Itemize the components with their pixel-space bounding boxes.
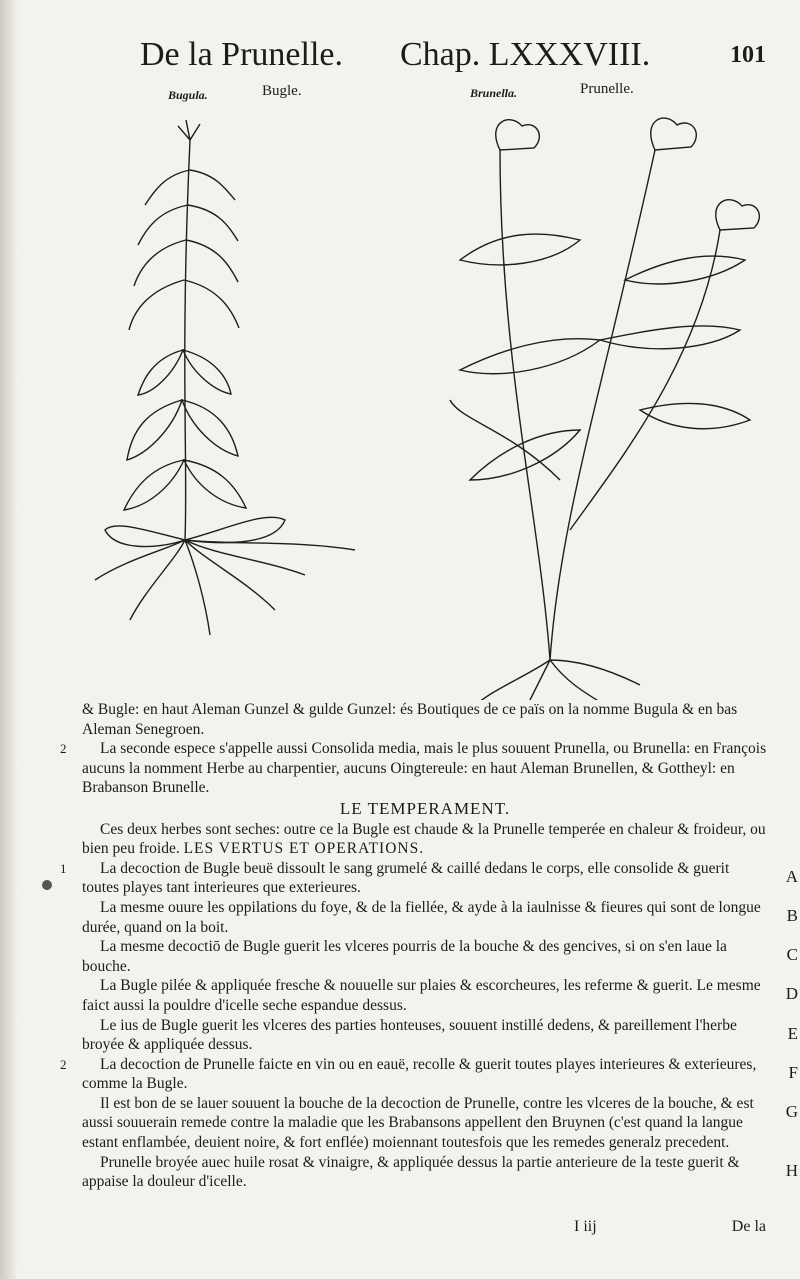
operation-e — [82, 1016, 798, 1055]
running-title: De la Prunelle. — [140, 36, 343, 73]
operation-paragraph: La decoction de Bugle beuë dissoult le sang grumelé & caillé dedans le corps, elle consolide & guerit toutes playes tant interieures que exterieures. — [82, 859, 730, 897]
margin-letter-h: H — [785, 1160, 798, 1180]
vertus-heading: LES VERTUS ET OPERATIONS. — [183, 840, 425, 858]
temperament-paragraph — [82, 820, 768, 859]
second-species-paragraph: La seconde espece s'appelle aussi Consolida media, mais le plus souuent Prunella, ou Brunella: en François aucuns la nomment Herbe au charpentier, aucuns Oingtereule: en haut Aleman Brunellen, & Gottheyl: en Brabanson Brunelle. — [82, 740, 767, 797]
section-number: 2 — [60, 1056, 67, 1072]
catchword: De la — [731, 1218, 766, 1235]
folio-number: 101 — [730, 42, 766, 68]
section-number: 1 — [60, 860, 67, 876]
botanical-woodcuts — [80, 100, 780, 700]
label-brunella-latin: Brunella. — [470, 86, 518, 100]
chapter-number: Chap. LXXXVIII. — [400, 36, 651, 73]
operation-g — [82, 1094, 798, 1153]
operation-paragraph: La Bugle pilée & appliquée fresche & nouuelle sur plaies & escorcheures, les referme & guerit. Le mesme faict aussi la pouldre d'icelle seche espandue dessus. — [82, 977, 761, 1014]
operation-a — [60, 859, 798, 898]
page-gutter-shadow — [0, 0, 18, 1279]
margin-letter-e: E — [787, 1023, 798, 1043]
margin-letter-d: D — [785, 984, 798, 1004]
operation-h — [82, 1153, 798, 1192]
prunelle-plant-illustration — [450, 118, 759, 700]
temperament-heading: LE TEMPERAMENT. — [339, 798, 511, 818]
margin-letter-a: A — [785, 866, 798, 886]
section-number: 2 — [60, 741, 67, 757]
operation-paragraph: Prunelle broyée auec huile rosat & vinaigre, & appliquée dessus la partie anterieure de la teste guerit & appaise la douleur d'icelle. — [82, 1153, 740, 1191]
temperament-text: Ces deux herbes sont seches: outre ce la Bugle est chaude & la Prunelle temperée en chaleur & froideur, ou bien peu froide. — [82, 820, 766, 858]
operation-d — [82, 976, 798, 1015]
running-head — [140, 36, 770, 80]
page-body-text — [60, 700, 798, 1192]
operation-paragraph: Il est bon de se lauer souuent la bouche de la decoction de Prunelle, contre les vlceres de la bouche, & est aussi souuerain remede contre la maladie que les Brabansons appellent den Bruynen (c'est quand la langue estant enflambée, deuient noire, & fort enflée) moiennant toutesfois que les remedes generalz precedent. — [82, 1094, 754, 1152]
bugle-plant-illustration — [95, 120, 355, 635]
label-brunella-french: Prunelle. — [580, 81, 634, 97]
signature-mark: I iij — [574, 1218, 597, 1235]
operation-paragraph: La mesme ouure les oppilations du foye, & de la fiellée, & ayde à la iaulnisse & fieures qui sont de longue durée, quand on la boit. — [82, 898, 761, 936]
operation-f — [60, 1055, 798, 1094]
operation-paragraph: La decoction de Prunelle faicte en vin ou en eauë, recolle & guerit toutes playes interieures & exterieures, comme la Bugle. — [82, 1055, 757, 1093]
operation-c — [82, 937, 798, 976]
margin-letter-c: C — [786, 945, 798, 965]
label-bugula-french: Bugle. — [262, 83, 302, 99]
operation-paragraph: Le ius de Bugle guerit les vlceres des parties honteuses, souuent instillé dedens, & pareillement l'herbe broyée & appliquée dessus. — [82, 1016, 737, 1054]
operation-paragraph: La mesme decoctiō de Bugle guerit les vlceres pourris de la bouche & des gencives, si on s'en laue la bouche. — [82, 938, 727, 975]
margin-letter-g: G — [785, 1101, 798, 1121]
margin-letter-f: F — [788, 1062, 798, 1082]
margin-letter-b: B — [786, 905, 798, 925]
label-bugula-latin: Bugula. — [168, 88, 208, 102]
section-second-species — [60, 739, 768, 798]
plant-names-paragraph: & Bugle: en haut Aleman Gunzel & gulde Gunzel: és Boutiques de ce païs on la nomme Bugula & en bas Aleman Senegroen. — [82, 701, 738, 738]
paper-blemish — [42, 880, 52, 890]
operation-b — [82, 898, 798, 937]
